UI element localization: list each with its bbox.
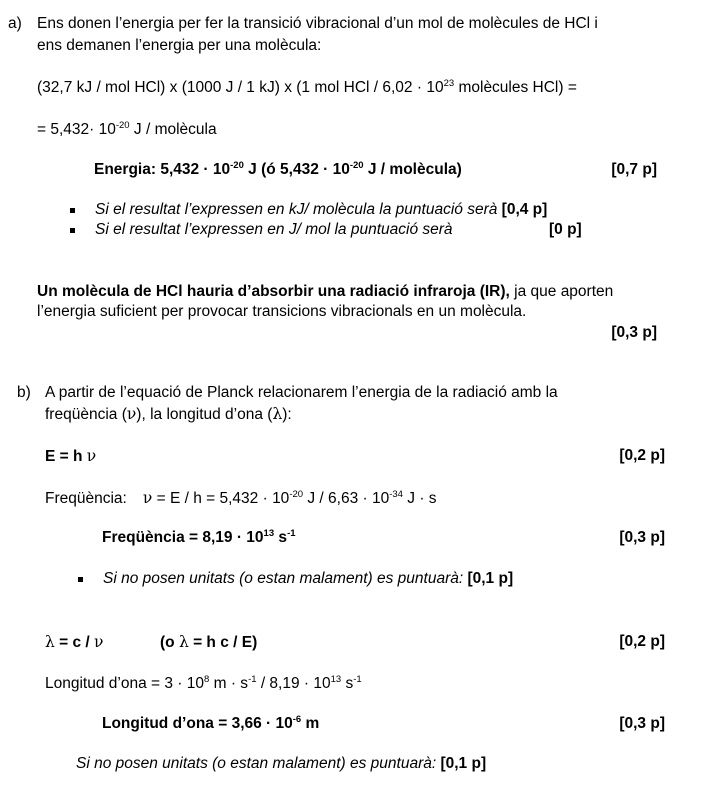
wavelength-calc: Longitud d’ona = $3 \cdot 10^8$ $m \cdot s^{-1} / 8,19 \cdot 10^{13}$ $s^{-1}$ [45,674,362,692]
frequency-score: [0,3 p] [619,529,665,546]
ir-score: [0,3 p] [611,324,657,341]
bullet-icon [70,228,75,233]
part-b-line2: freqüència (ν), la longitud d’ona (λ): [45,405,292,423]
frequency-result: Freqüència = $8,19 \cdot 10^{13}$ $s^{-1}$ [102,528,296,546]
bullet-jmol-note: Si el resultat l’expressen en J/ mol la puntuació serà [95,221,453,238]
wavelength-alt-equation: (o λ = h c / E) [160,633,258,651]
bullet-jmol-score: [0 p] [549,221,582,238]
bullet-icon [70,208,75,213]
calc-line-2: = $5,432\cdot 10^{-20}$ J / molècula [37,120,217,138]
part-a-line1: Ens donen l’energia per fer la transició vibracional d’un mol de molècules de HCl i [37,15,598,32]
part-b-marker: b) [17,384,31,401]
frequency-calc: Freqüència: $\nu = E / h = 5,432 \cdot 10^{-20}$ $J / 6,63 \cdot 10^{-34}$ J · s [45,489,437,507]
calc-line-1: (32,7 kJ / mol HCl) x (1000 J / 1 kJ) x (1 mol HCl / $6,02 \cdot 10^{23}$ molècules HCl) = [37,78,577,96]
wavelength-result: Longitud d’ona = $3,66 \cdot 10^{-6}$ m [102,714,320,732]
ir-line1: Un molècula de HCl hauria d’absorbir una radiació infraroja (IR), ja que aporten [37,283,614,300]
energy-score: [0,7 p] [611,161,657,178]
planck-equation: E = h ν [45,447,97,465]
wavelength-equation: λ = c / ν [45,633,104,651]
wavelength-units-note: Si no posen unitats (o estan malament) es puntuarà: [0,1 p] [76,755,487,772]
part-a-marker: a) [8,15,22,32]
wavelength-score: [0,3 p] [619,715,665,732]
part-b-line1: A partir de l’equació de Planck relacionarem l’energia de la radiació amb la [45,384,558,401]
ir-line2: l’energia suficient per provocar transicions vibracionals en un molècula. [37,303,527,320]
planck-score: [0,2 p] [619,447,665,464]
energy-result: Energia: $5,432 \cdot 10^{-20}$ J (ó $5,432 \cdot 10^{-20}$ J / molècula) [94,160,462,178]
wavelength-eq-score: [0,2 p] [619,633,665,650]
part-a-line2: ens demanen l’energia per una molècula: [37,37,322,54]
bullet-icon [78,577,83,582]
bullet-kj-note: Si el resultat l’expressen en kJ/ molècula la puntuació serà [0,4 p] [95,201,548,218]
frequency-units-note: Si no posen unitats (o estan malament) es puntuarà: [0,1 p] [103,570,514,587]
